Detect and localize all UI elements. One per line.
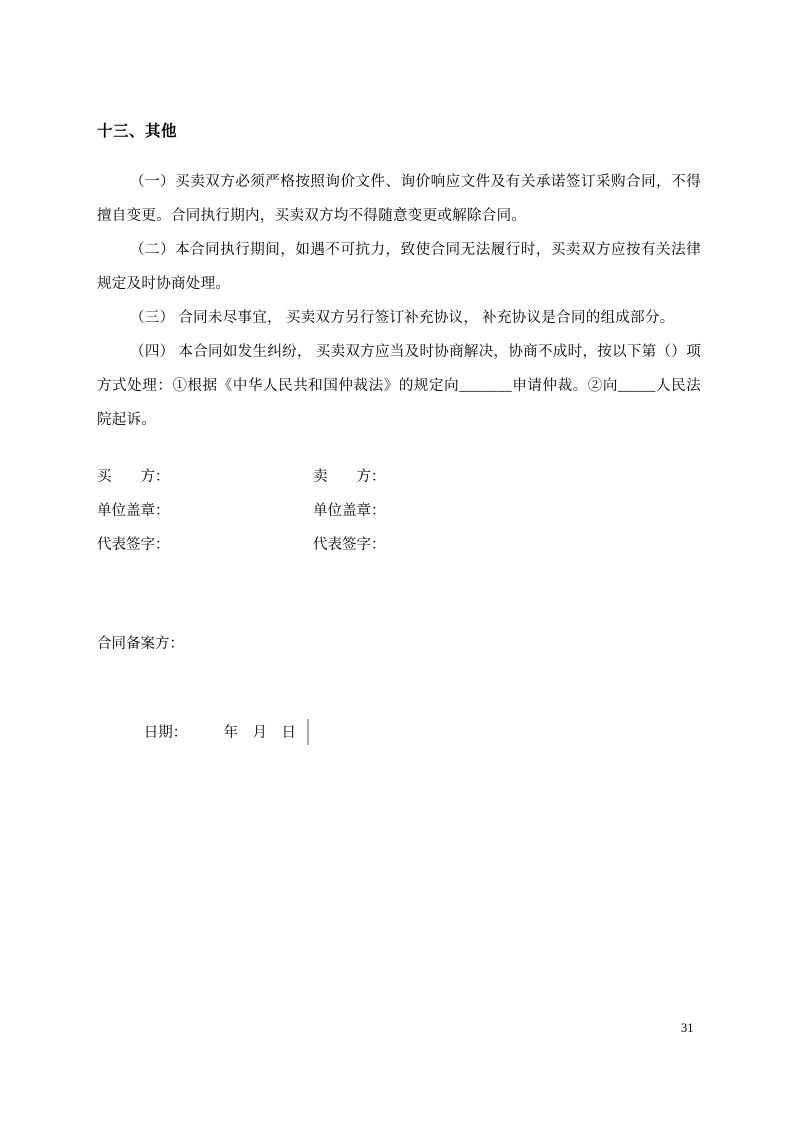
page-number: 31 xyxy=(681,1021,694,1035)
clause-paragraph-1: （一）买卖双方必须严格按照询价文件、询价响应文件及有关承诺签订采购合同，不得擅自变更。合同执行期内，买卖双方均不得随意变更或解除合同。 xyxy=(97,174,701,224)
date-line xyxy=(122,682,701,784)
text-cursor xyxy=(307,719,309,745)
buyer-sign-label: 代表签字： xyxy=(97,537,170,553)
date-line-text: 日期： 年 月 日 xyxy=(143,725,296,741)
filing-party-label: 合同备案方： xyxy=(97,636,184,652)
seller-sign-label: 代表签字： xyxy=(313,537,386,553)
section-title: 十三、其他 xyxy=(97,123,178,140)
signature-block xyxy=(97,460,701,562)
clause-paragraph-2: （二）本合同执行期间，如遇不可抗力，致使合同无法履行时，买卖双方应按有关法律规定及时协商处理。 xyxy=(97,242,701,292)
seller-label: 卖 方： xyxy=(313,469,386,485)
seller-seal-label: 单位盖章： xyxy=(313,503,386,519)
clause-paragraph-4: （四） 本合同如发生纠纷， 买卖双方应当及时协商解决，协商不成时，按以下第（）项方式处理：①根据《中华人民共和国仲裁法》的规定向_______申请仲裁。②向_____人民法院起诉。 xyxy=(97,344,701,428)
buyer-label: 买 方： xyxy=(97,469,170,485)
document-content xyxy=(97,123,701,784)
clause-paragraph-3: （三） 合同未尽事宜， 买卖双方另行签订补充协议， 补充协议是合同的组成部分。 xyxy=(130,310,675,326)
buyer-seal-label: 单位盖章： xyxy=(97,503,170,519)
